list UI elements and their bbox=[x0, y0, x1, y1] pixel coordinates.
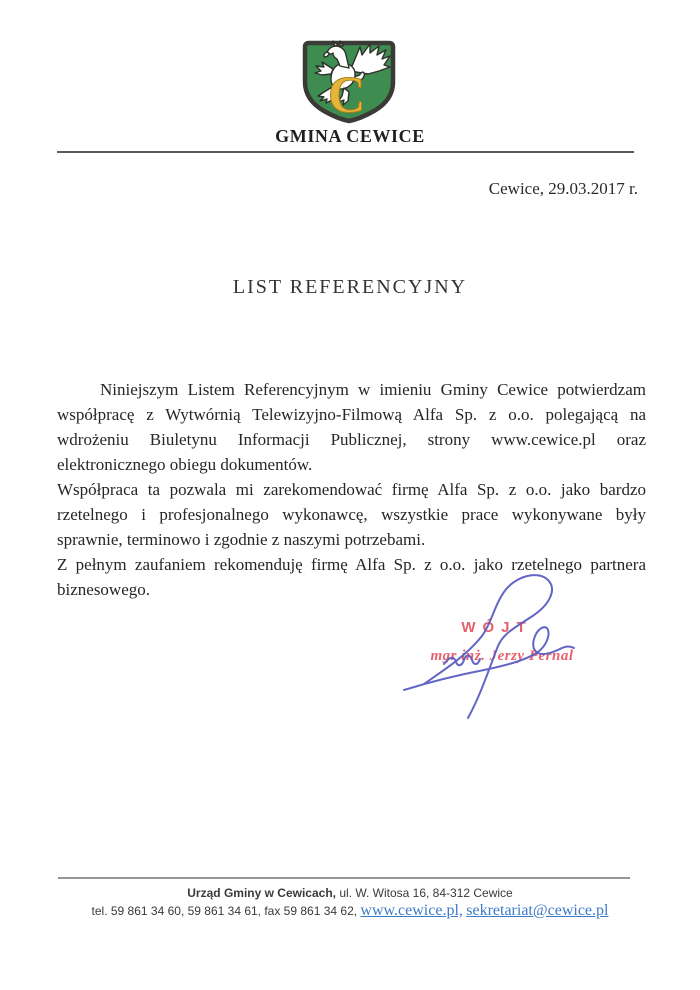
organization-name: GMINA CEWICE bbox=[275, 126, 425, 146]
coat-of-arms-icon bbox=[302, 40, 396, 124]
footer-phones: tel. 59 861 34 60, 59 861 34 61, fax 59 861 34 62, bbox=[91, 904, 361, 918]
footer-contact-line bbox=[0, 901, 700, 921]
letter-body bbox=[57, 377, 646, 602]
email-link[interactable]: sekretariat@cewice.pl bbox=[466, 902, 609, 919]
stamp-signatory-name: mgr inż. Jerzy Pernal bbox=[430, 648, 574, 664]
date-line: Cewice, 29.03.2017 r. bbox=[488, 179, 638, 198]
header-divider bbox=[57, 151, 634, 153]
crest-letter: C bbox=[328, 67, 366, 124]
footer-divider bbox=[58, 877, 630, 879]
website-link[interactable]: www.cewice.pl, bbox=[360, 902, 463, 919]
footer-office-name: Urząd Gminy w Cewicach, bbox=[187, 886, 336, 900]
footer bbox=[0, 886, 700, 921]
footer-address-line bbox=[0, 886, 700, 901]
handwritten-signature-icon bbox=[396, 572, 586, 720]
footer-address: ul. W. Witosa 16, 84-312 Cewice bbox=[335, 886, 513, 900]
stamp-title: WÓJT bbox=[461, 619, 533, 636]
body-paragraph: Niniejszym Listem Referencyjnym w imieniu Gminy Cewice potwierdzam współpracę z Wytwórnią Telewizyjno-Filmową Alfa Sp. z o.o. polegającą na wdrożeniu Biuletynu Informacji Publicznej, strony www.cewice.pl oraz elektronicznego obiegu dokumentów. bbox=[57, 380, 646, 474]
body-paragraph: Współpraca ta pozwala mi zarekomendować firmę Alfa Sp. z o.o. jako bardzo rzetelnego i profesjonalnego wykonawcę, wszystkie prace wykonywane były sprawnie, terminowo i zgodnie z naszymi potrzebami. bbox=[57, 480, 646, 549]
body-paragraph: Z pełnym zaufaniem rekomenduję firmę Alfa Sp. z o.o. jako rzetelnego partnera biznesowego. bbox=[57, 555, 646, 599]
document-title: LIST REFERENCYJNY bbox=[232, 276, 468, 298]
